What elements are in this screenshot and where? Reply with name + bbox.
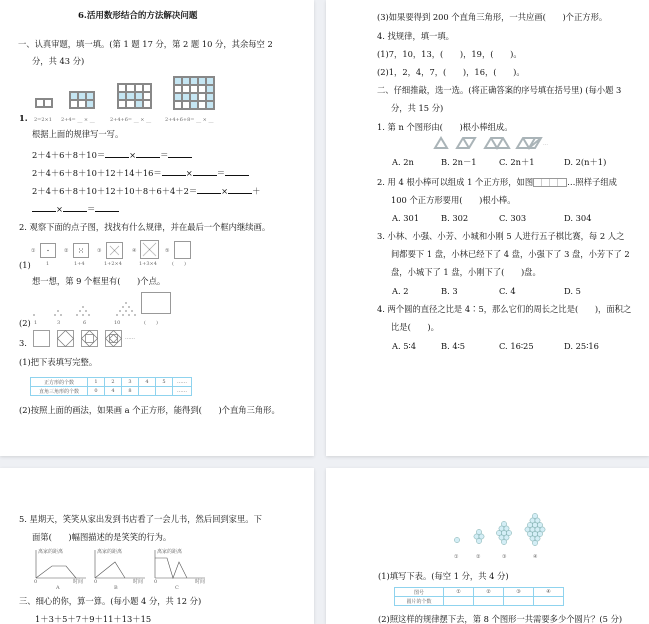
- mc-q1-option-c[interactable]: C. 2n＋1: [499, 157, 535, 167]
- circle-count-table: [394, 587, 564, 606]
- page-2: [326, 0, 649, 456]
- caption: 3: [57, 320, 61, 326]
- mc-q2-option-d[interactable]: D. 304: [564, 213, 592, 223]
- section-2-heading-cont: 分，共 15 分): [391, 103, 444, 113]
- caption: ( ): [172, 261, 186, 267]
- table-row: 正方形的个数 1 2 3 4 5 ……: [31, 378, 192, 387]
- q1-line-3-cont: × ＝: [32, 203, 119, 215]
- answer-blank[interactable]: [225, 167, 249, 176]
- mc-q4: 4. 两个圆的直径之比是 4∶5，那么它们的周长之比是( )，面积之: [377, 304, 632, 314]
- p4-q1: (1)填写下表。(每空 1 分，共 4 分): [378, 571, 509, 581]
- q5: 5. 星期天，笑笑从家出发到书店看了一会儿书，然后回到家里。下: [19, 514, 262, 524]
- table-answer-cell[interactable]: [156, 387, 173, 396]
- mc-q1-option-a[interactable]: A. 2n: [392, 157, 414, 167]
- q3-1: (1)把下表填写完整。: [19, 357, 98, 367]
- mc-q3-option-d[interactable]: D. 5: [564, 286, 581, 296]
- answer-blank[interactable]: [197, 185, 221, 194]
- graph-a-ylabel: 离家的距离: [38, 549, 64, 555]
- grid-figure-4: [173, 76, 215, 110]
- q2-text: 2. 观察下面的点子图，找找有什么规律，并在最后一个框内继续画。: [19, 222, 271, 232]
- answer-blank[interactable]: [162, 167, 186, 176]
- answer-blank[interactable]: [136, 149, 160, 158]
- marker-4: ④: [132, 248, 137, 254]
- triangle-answer-box[interactable]: [141, 292, 171, 314]
- dot-box-4: [140, 240, 159, 259]
- q2-1-label: (1): [19, 260, 31, 270]
- table-answer-cell[interactable]: [474, 597, 504, 606]
- mc-q4-option-c[interactable]: C. 16∶25: [499, 341, 534, 351]
- figure-label-1: ①: [454, 554, 459, 560]
- caption: 1+2×4: [104, 261, 122, 267]
- mc-q1-option-d[interactable]: D. 2(n＋1): [564, 157, 607, 167]
- mc-q3-cont2: 盘，小城下了 1 盘，小刚下了( )盘。: [391, 267, 541, 277]
- mc-q2-option-b[interactable]: B. 302: [441, 213, 469, 223]
- graph-a-xlabel: 时间: [73, 579, 84, 585]
- grid-figure-3: [117, 83, 152, 109]
- mc-q2-option-a[interactable]: A. 301: [392, 213, 420, 223]
- table-row: 图号 ① ② ③ ④: [395, 588, 564, 597]
- graph-b-ylabel: 离家的距离: [97, 549, 123, 555]
- page-1: [0, 0, 314, 456]
- graph-c-label[interactable]: C: [175, 585, 179, 591]
- q2-2-label: (2): [19, 318, 31, 328]
- caption: 6: [83, 320, 87, 326]
- q1-caption-2: 2+4= __ × __: [61, 117, 95, 123]
- mc-q4-option-b[interactable]: B. 4∶5: [441, 341, 466, 351]
- matchstick-triangles-figure: [433, 136, 558, 150]
- mc-q3: 3. 小林、小强、小芳、小城和小刚 5 人进行五子棋比赛，每 2 人之: [377, 231, 625, 241]
- q1-line-2: 2＋4＋6＋8＋10＋12＋14＋16＝ × ＝: [32, 167, 249, 179]
- answer-blank[interactable]: [193, 167, 217, 176]
- dot-box-2: [73, 243, 89, 258]
- matchstick-squares-figure: [533, 178, 567, 187]
- mc-q3-cont: 间都要下 1 盘，小林已经下了 4 盘，小强下了 3 盘，小芳下了 2: [391, 249, 630, 259]
- q3-number: 3.: [19, 338, 27, 348]
- q5-cont: 面第( )幅图描述的是笑笑的行为。: [32, 532, 172, 542]
- caption: 1+4: [74, 261, 85, 267]
- q1-number: 1.: [19, 113, 28, 123]
- graph-b-xlabel: 时间: [133, 579, 144, 585]
- q1-caption-1: 2=2×1: [34, 117, 52, 123]
- graph-c-ylabel: 离家的距离: [157, 549, 183, 555]
- svg-text:…: …: [543, 141, 548, 147]
- page-4: [326, 468, 649, 624]
- table-row: 圆片的个数: [395, 597, 564, 606]
- answer-blank[interactable]: [228, 185, 252, 194]
- mc-q3-option-b[interactable]: B. 3: [441, 286, 458, 296]
- table-row: 直角三角形的个数 0 4 8 ……: [31, 387, 192, 396]
- graph-c-xlabel: 时间: [195, 579, 206, 585]
- mc-q2-option-c[interactable]: C. 303: [499, 213, 527, 223]
- q4-2: (2)1，2，4，7，( )，16，( )。: [377, 67, 525, 77]
- graph-a-origin: 0: [34, 579, 38, 585]
- answer-blank[interactable]: [168, 149, 192, 158]
- answer-blank[interactable]: [63, 203, 87, 212]
- section-3-heading: 三、细心的你，算一算。(每小题 4 分，共 12 分): [19, 596, 202, 606]
- marker-3: ③: [97, 248, 102, 254]
- section-1-heading: 一、认真审题，填一填。(第 1 题 17 分，第 2 题 10 分，其余每空 2: [18, 39, 273, 49]
- page-3: [0, 468, 314, 624]
- mc-q1: 1. 第 n 个图形由( )根小棒组成。: [377, 122, 513, 132]
- graph-b-origin: 0: [94, 579, 98, 585]
- q2-1-question: 想一想，第 9 个框里有( )个点。: [32, 276, 166, 286]
- ellipsis: ……: [125, 335, 135, 341]
- table-answer-cell[interactable]: [444, 597, 474, 606]
- mc-q4-option-d[interactable]: D. 25∶16: [564, 341, 599, 351]
- figure-label-4: ④: [533, 554, 538, 560]
- caption: ( ): [144, 320, 158, 326]
- q4-1: (1)7，10，13，( )，19，( )。: [377, 49, 522, 59]
- nested-squares-figures: [33, 330, 163, 348]
- squares-triangles-table: [30, 377, 192, 396]
- mc-q4-cont: 比是( )。: [391, 322, 439, 332]
- mc-q4-option-a[interactable]: A. 5∶4: [392, 341, 416, 351]
- mc-q1-option-b[interactable]: B. 2n－1: [441, 157, 477, 167]
- table-answer-cell[interactable]: [534, 597, 564, 606]
- mc-q2-cont: 100 个正方形要用( )根小棒。: [391, 195, 516, 205]
- answer-blank[interactable]: [105, 149, 129, 158]
- graph-c-origin: 0: [154, 579, 158, 585]
- dot-box-5-answer[interactable]: [174, 241, 191, 259]
- caption: 10: [114, 320, 121, 326]
- caption: 1: [34, 320, 38, 326]
- answer-blank[interactable]: [95, 203, 119, 212]
- q1-caption-3: 2+4+6= __ × __: [110, 117, 152, 123]
- mc-q3-option-a[interactable]: A. 2: [392, 286, 409, 296]
- marker-1: ①: [31, 248, 36, 254]
- caption: 1+3×4: [139, 261, 157, 267]
- grid-figure-2: [69, 91, 95, 109]
- marker-5: ⑤: [165, 248, 170, 254]
- marker-2: ②: [64, 248, 69, 254]
- q1-caption-4: 2+4+6+8= __ × __: [165, 117, 214, 123]
- circle-pattern-figures: [451, 516, 551, 556]
- section-1-heading-cont: 分，共 43 分): [32, 56, 85, 66]
- q3-3: (3)如果要得到 200 个直角三角形，一共应画( )个正方形。: [377, 12, 608, 22]
- table-answer-cell[interactable]: [139, 387, 156, 396]
- table-answer-cell[interactable]: [504, 597, 534, 606]
- mc-q3-option-c[interactable]: C. 4: [499, 286, 516, 296]
- figure-label-2: ②: [476, 554, 481, 560]
- caption: 1: [46, 261, 50, 267]
- q1-instruction: 根据上面的规律写一写。: [32, 129, 124, 139]
- page-title: 6.活用数形结合的方法解决问题: [78, 11, 198, 21]
- dot-box-1: [40, 243, 56, 258]
- graph-b-label[interactable]: B: [114, 585, 118, 591]
- q4-heading: 4. 找规律，填一填。: [377, 31, 454, 41]
- figure-label-3: ③: [502, 554, 507, 560]
- p4-q2: (2)照这样的规律摆下去，第 8 个图形一共需要多少个圆片？(5 分): [378, 614, 623, 624]
- section-2-heading: 二、仔细推敲，选一选。(将正确答案的序号填在括号里) (每小题 3: [377, 85, 622, 95]
- calc-1: 1＋3＋5＋7＋9＋11＋13＋15: [35, 614, 152, 624]
- q3-2: (2)按照上面的画法，如果画 a 个正方形，能得到( )个直角三角形。: [19, 405, 280, 415]
- mc-q2: 2. 用 4 根小棒可以组成 1 个正方形，如图 …照样子组成: [377, 177, 617, 187]
- grid-figure-1: [35, 98, 53, 108]
- dot-box-3: [106, 242, 123, 259]
- answer-blank[interactable]: [32, 203, 56, 212]
- q1-line-1: 2＋4＋6＋8＋10＝ × ＝: [32, 149, 192, 161]
- graph-a-label[interactable]: A: [56, 585, 60, 591]
- q1-line-3: 2＋4＋6＋8＋10＋12＋10＋8＋6＋4＋2＝ × ＋: [32, 186, 261, 196]
